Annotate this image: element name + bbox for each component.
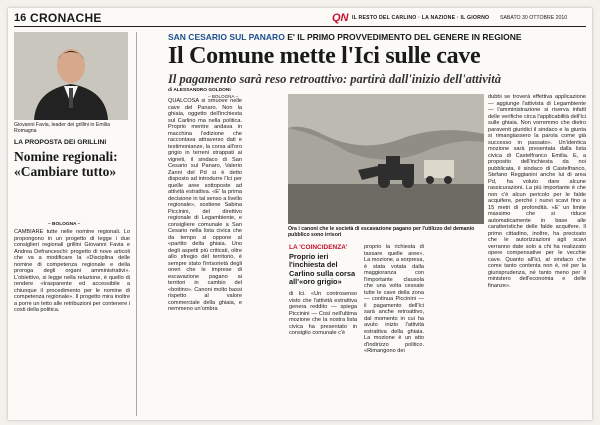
- main-col1-text: QUALCOSA si smuove nelle cave del Panaro. Non la ghiaia, oggetto dell'inchiesta sul Carlino ma nella politica. Proprio mentre andava in macchina l'edizione che raccontava attraverso dati e testimonianze, la corsa all'oro grigio in terreni strappati ai vigneti, il sindaco di San Cesario sul Panaro, Valerio Zanni del Pd si è detto disposto ad introdurre l'Ici per quelle aree sottoposte ad attività estrattiva. «E' la prima decisione in tal senso a livello regionale», sostiene Sabina Piccinini, del direttivo regionale di Legambiente, e consigliere comunale a San Cesario nella lista civica che da tempo si oppone al «partito della ghiaia. Uno degli aspetti più criticati, oltre allo sfregio del territorio, è sempre stato l'irrisorietà degli oneri che le imprese di escavazione pagano ai territori in cambio del «bottino». Canoni molto bassi rispetto al valore commerciale della ghiaia, e nemmeno un'ombra: [168, 98, 242, 312]
- main-kicker: [168, 32, 522, 42]
- section-title: CRONACHE: [30, 11, 102, 25]
- kicker-place: SAN CESARIO SUL PANARO: [168, 32, 285, 42]
- sidebar-dateline: – BOLOGNA –: [48, 222, 81, 227]
- page-number: 16: [14, 12, 27, 24]
- main-column-1: [168, 98, 242, 416]
- main-col3-text: proprio la richiesta di tassare quelle aree». La mozione, a sorpresa, è stata votata dalla maggioranza con l'importante clausola che una volta cessate tutte le cave della zona — continua Piccinini — il pagamento dell'Ici sarà anche retroattivo, dal momento in cui ha avuto inizio l'attività estrattiva della ghiaia. La mozione è un atto d'indirizzo politico. «Rimangono dei: [364, 244, 424, 354]
- headline: Il Comune mette l'Ici sulle cave: [168, 43, 481, 69]
- portrait-caption: Giovanni Favia, leader dei grillini in Emilia Romagna: [14, 122, 111, 135]
- kicker-rest: E' IL PRIMO PROVVEDIMENTO DEL GENERE IN REGIONE: [287, 32, 522, 42]
- portrait-illustration: [14, 32, 128, 120]
- portrait-photo: [14, 32, 128, 120]
- sidebar-kicker: LA PROPOSTA DEI GRILLINI: [14, 139, 107, 146]
- coincidenza-kicker: LA 'COINCIDENZA': [289, 244, 348, 251]
- main-right-column: [488, 94, 586, 416]
- coincidenza-text: di Ici. «Un controsenso visto che l'attività estrattiva genera reddito — spiega Piccinini — Così nell'ultima mozione che la nostra lista civica ha presentato in consiglio comunale c'è: [289, 291, 357, 336]
- column-divider: [136, 32, 137, 416]
- newspaper-page: [8, 8, 592, 420]
- dateline: – BOLOGNA –: [208, 94, 239, 99]
- quarry-photo: [288, 94, 484, 224]
- coincidenza-title: Proprio ieri l'inchiesta del Carlino sulla corsa all'«oro grigio»: [289, 252, 356, 286]
- sidebar-body: CAMBIARE tutte nelle nomine regionali. Lo propongono in un progetto di legge i due consiglieri regionali grillini Giovanni Favia e Andrea Defranceschi: progetto di nove articoli che va a modificare la «Disciplina delle nomine di competenza regionale e della proroga degli organi amministrativi». L'obiettivo, si legge nella relazione, è quello di rendere «trasparente ed accessibile a chiunque il procedimento per le nomine di competenza regionale». Il progetto mira inoltre a porre un tetto alle retribuzioni per contenere i costi della politica.: [14, 229, 130, 313]
- main-right-text: dubbi se troverà effettiva applicazione — aggiunge l'attivista di Legambiente — l'amministrazione si riserva infatti delle verifiche circa l'applicabilità dell'Ici sulle ghiaia. Non vorremmo che dietro paraventi giuridici il sindaco e la giunta si rimangiassero la parola come già successo in passato». Un'identica mozione sarà presentata dalla lista civica di Castelfranco Emilia. E, a proposito dell'inchiesta da noi pubblicata, il sindaco di Castelfranco, Stefano Reggianini anche lui di area Pd, ha voluto dare alcune rassicurazioni. La più importante è che non c'è alcun pericolo per le falde acquifere, perché i nuovi scavi fino a 15 metri di profondità. «E' un limite massimo che si riduce automaticamente in base alle caratteristiche delle falde acquifere. Il primo cittadino, inoltre, ha precisato che le autorizzazioni agli scavi verranno date solo a chi ha realizzato opere compensative per le vecchie cave. Quanto all'Ici, al sindaco che come tanto contenta non è, né per la giurisprudenza, né tanto meno per il ministero dell'economia e delle finanze».: [488, 94, 586, 289]
- photo-caption: Ora i canoni che le società di escavazione pagano per l'utilizzo del demanio pubblico sono irrisori: [288, 226, 475, 239]
- qn-logo: QN: [332, 12, 349, 24]
- subheadline: Il pagamento sarà reso retroattivo: partirà dall'inizio dell'attività: [168, 72, 502, 86]
- main-column-3: [364, 244, 424, 414]
- publications: IL RESTO DEL CARLINO · LA NAZIONE · IL GIORNO: [352, 15, 490, 21]
- coincidenza-body: [289, 291, 357, 411]
- issue-date: SABATO 30 OTTOBRE 2010: [500, 15, 568, 21]
- page-header: [14, 12, 586, 27]
- sidebar-title: Nomine regionali: «Cambiare tutto»: [14, 149, 118, 179]
- byline: di ALESSANDRO GOLDONI: [168, 88, 231, 93]
- quarry-illustration: [288, 94, 484, 224]
